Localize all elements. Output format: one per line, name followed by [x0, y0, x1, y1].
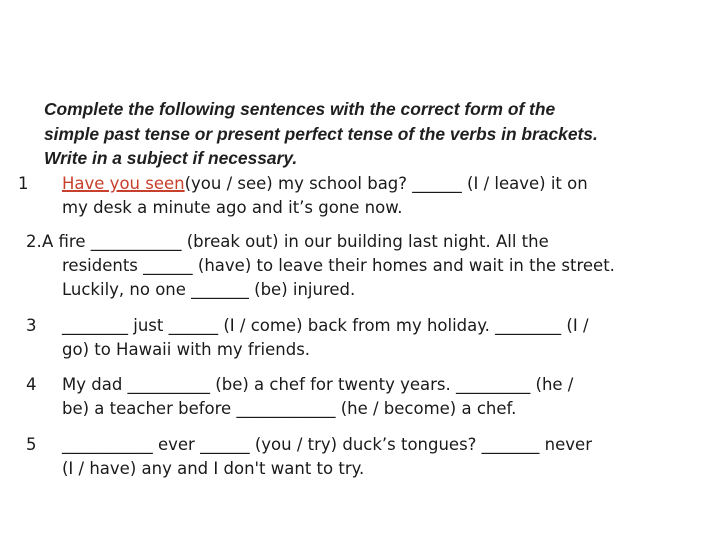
exercise-2-line: A fire ___________ (break out) in our building last night. All the: [42, 232, 549, 251]
exercise-2-line: residents ______ (have) to leave their homes and wait in the street.: [62, 256, 615, 275]
exercise-5-text: [62, 433, 592, 481]
exercise-4-line: My dad __________ (be) a chef for twenty years. _________ (he /: [62, 375, 574, 394]
exercise-3-number: 3: [26, 316, 37, 335]
exercise-1-answer: Have you seen: [62, 174, 185, 193]
exercise-3-line: ________ just ______ (I / come) back from my holiday. ________ (I /: [62, 316, 589, 335]
exercise-5-line: ___________ ever ______ (you / try) duck’s tongues? _______ never: [62, 435, 592, 454]
exercise-2-number: 2.: [26, 232, 42, 251]
instructions-line: simple past tense or present perfect tense of the verbs in brackets.: [44, 123, 598, 144]
exercise-5-number: 5: [26, 435, 37, 454]
exercise-1-text: [62, 172, 588, 220]
exercise-1-number: 1: [18, 174, 29, 193]
exercise-1-line: (you / see) my school bag? ______ (I / leave) it on: [184, 174, 588, 193]
exercise-4-line: be) a teacher before ____________ (he / become) a chef.: [62, 399, 517, 418]
instructions: [44, 97, 704, 171]
exercise-4-number: 4: [26, 375, 37, 394]
instructions-line: Complete the following sentences with the correct form of the: [44, 99, 556, 119]
instructions-line: Write in a subject if necessary.: [44, 148, 298, 168]
exercise-2-line: Luckily, no one _______ (be) injured.: [62, 280, 356, 299]
exercise-2-text: [42, 230, 615, 302]
exercise-3-line: go) to Hawaii with my friends.: [62, 340, 311, 359]
exercise-5-line: (I / have) any and I don't want to try.: [62, 459, 365, 478]
exercise-4-text: [62, 373, 573, 421]
exercise-1-line: my desk a minute ago and it’s gone now.: [62, 198, 403, 217]
exercise-3-text: [62, 314, 589, 362]
